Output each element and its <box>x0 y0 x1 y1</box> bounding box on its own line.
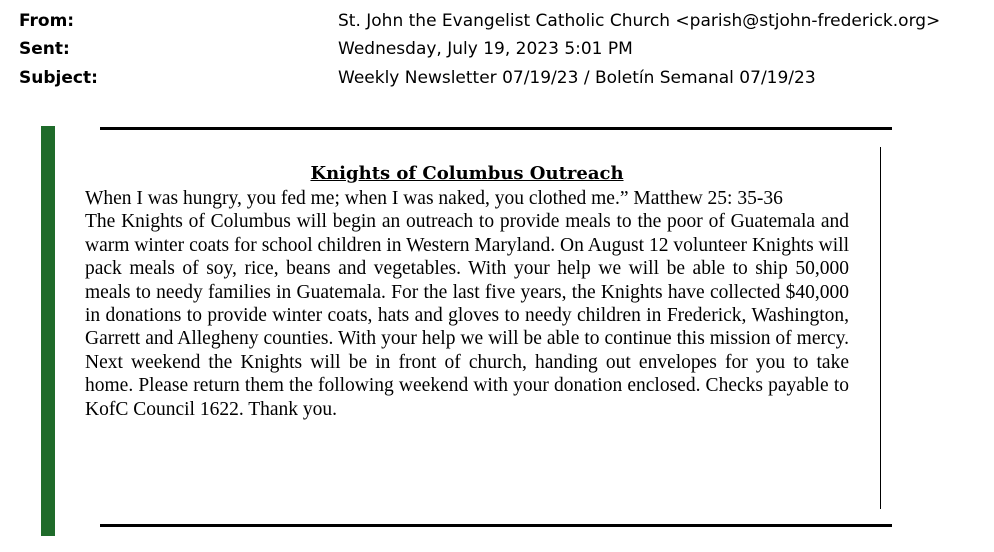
from-value: St. John the Evangelist Catholic Church <parish@stjohn-frederick.org> <box>338 11 941 31</box>
right-border <box>880 147 881 509</box>
article-title: Knights of Columbus Outreach <box>310 163 624 184</box>
article-quote: When I was hungry, you fed me; when I was naked, you clothed me.” Matthew 25: 35-36 <box>85 188 783 209</box>
subject-label: Subject: <box>19 68 98 88</box>
sent-value: Wednesday, July 19, 2023 5:01 PM <box>338 39 633 59</box>
from-label: From: <box>19 11 75 31</box>
article-text: The Knights of Columbus will begin an outreach to provide meals to the poor of Guatemala and warm winter coats for school children in Western Maryland. On August 12 volunteer Knights will pack meals of soy, rice, beans and vegetables. With your help we will be able to ship 50,000 meals to needy families in Guatemala. For the last five years, the Knights have collected $40,000 in donations to provide winter coats, hats and gloves to needy children in Frederick, Washington, Garrett and Allegheny counties. With your help we will be able to continue this mission of mercy. Next weekend the Knights will be in front of church, handing out envelopes for you to take home. Please return them the following weekend with your donation enclosed. Checks payable to KofC Council 1622. Thank you. <box>85 211 849 420</box>
subject-value: Weekly Newsletter 07/19/23 / Boletín Semanal 07/19/23 <box>338 68 816 88</box>
accent-bar <box>41 126 55 536</box>
top-divider <box>100 127 892 130</box>
article-body <box>85 187 849 421</box>
sent-label: Sent: <box>19 39 70 59</box>
bottom-divider <box>100 524 892 527</box>
